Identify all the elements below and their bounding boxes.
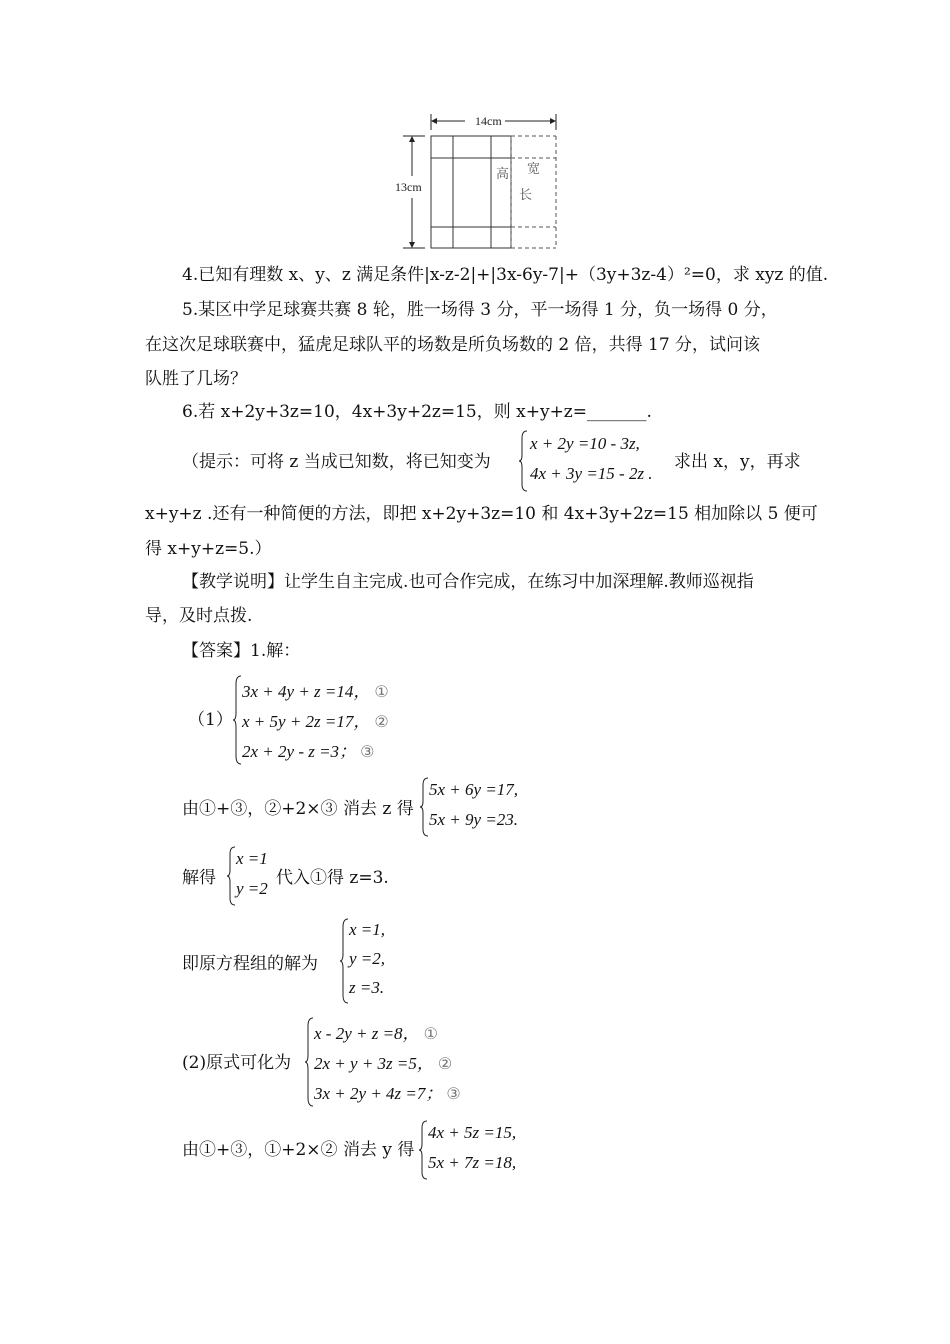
solve-eq-1: x =1 xyxy=(236,849,268,868)
mark-circled-1: ① xyxy=(423,1026,438,1043)
problem-6: 6.若 x+2y+3z=10，4x+3y+2z=15，则 x+y+z=_______. xyxy=(182,402,652,422)
problem-5-line-3: 队胜了几场？ xyxy=(145,369,247,389)
solve-suffix: 代入①得 z=3. xyxy=(276,868,389,888)
step-1-eq-2: 5x + 9y =23. xyxy=(429,810,519,829)
brace-icon xyxy=(418,1120,428,1180)
system-2-label: (2)原式可化为 xyxy=(182,1053,292,1073)
original-eq-2: y =2, xyxy=(349,949,386,968)
mark-circled-2: ② xyxy=(437,1056,453,1073)
hint-system xyxy=(518,430,668,492)
system-2-eq-1: x - 2y + z =8， ① xyxy=(314,1024,438,1043)
hint-prefix: （提示：可将 z 当成已知数，将已知变为 xyxy=(182,452,491,472)
brace-icon xyxy=(226,846,236,906)
original-eq-1: x =1, xyxy=(349,920,386,939)
box-net-diagram xyxy=(395,108,575,253)
system-1-eq-1: 3x + 4y + z =14， ① xyxy=(242,682,389,701)
original-solution-text: 即原方程组的解为 xyxy=(182,954,318,974)
label-gao: 高 xyxy=(496,167,510,182)
step-1-text: 由①+③，②+2×③ 消去 z 得 xyxy=(182,799,414,819)
system-2-eq-3: 3x + 2y + 4z =7； ③ xyxy=(314,1084,461,1103)
mark-circled-2: ② xyxy=(374,714,389,731)
system-2-eq-2: 2x + y + 3z =5， ② xyxy=(314,1054,453,1073)
original-eq-3: z =3. xyxy=(349,978,385,997)
answer-heading: 【答案】1.解： xyxy=(182,641,301,661)
mark-circled-3: ③ xyxy=(360,744,375,761)
system-1 xyxy=(232,675,432,765)
mark-circled-1: ① xyxy=(374,684,389,701)
step-2-system xyxy=(418,1120,548,1180)
problem-5-line-2: 在这次足球联赛中，猛虎足球队平的场数是所负场数的 2 倍，共得 17 分，试问该 xyxy=(145,335,761,355)
teaching-note-line-2: 导，及时点拨. xyxy=(145,606,253,626)
hint-eq-1: x + 2y =10 - 3z, xyxy=(530,434,640,453)
problem-4: 4.已知有理数 x、y、z 满足条件|x-z-2|+|3x-6y-7|+（3y+3z-4）²=0，求 xyz 的值. xyxy=(182,265,829,285)
brace-icon xyxy=(232,675,242,765)
label-kuan: 宽 xyxy=(527,162,541,177)
height-label: 13cm xyxy=(395,180,422,194)
step-2-text: 由①+③，①+2×② 消去 y 得 xyxy=(182,1140,415,1160)
step-1-system xyxy=(419,777,549,837)
mark-circled-3: ③ xyxy=(446,1086,461,1103)
hint-suffix: 求出 x，y，再求 xyxy=(674,452,801,472)
brace-icon xyxy=(339,918,349,1004)
label-chang: 长 xyxy=(519,188,533,203)
problem-5-line-1: 5.某区中学足球赛共赛 8 轮，胜一场得 3 分，平一场得 1 分，负一场得 0 分， xyxy=(182,300,778,320)
hint-line-3: 得 x+y+z=5.） xyxy=(145,539,272,559)
brace-icon xyxy=(518,430,528,492)
hint-eq-2: 4x + 3y =15 - 2z . xyxy=(530,464,653,483)
original-solution-system xyxy=(339,918,419,1004)
system-1-eq-2: x + 5y + 2z =17， ② xyxy=(242,712,389,731)
solve-eq-2: y =2 xyxy=(236,879,268,898)
brace-icon xyxy=(304,1017,314,1107)
step-2-eq-1: 4x + 5z =15, xyxy=(428,1123,517,1142)
width-label: 14cm xyxy=(475,114,502,128)
hint-line-2: x+y+z .还有一种简便的方法，即把 x+2y+3z=10 和 4x+3y+2z=15 相加除以 5 便可 xyxy=(145,504,818,524)
brace-icon xyxy=(419,777,429,837)
system-1-label: （1） xyxy=(188,710,233,730)
solve-text: 解得 xyxy=(182,868,216,888)
teaching-note-line-1: 【教学说明】让学生自主完成.也可合作完成，在练习中加深理解.教师巡视指 xyxy=(182,572,754,592)
system-1-eq-3: 2x + 2y - z =3； ③ xyxy=(242,742,375,761)
step-1-eq-1: 5x + 6y =17, xyxy=(429,780,519,799)
system-2 xyxy=(304,1017,504,1107)
step-2-eq-2: 5x + 7z =18, xyxy=(428,1153,517,1172)
